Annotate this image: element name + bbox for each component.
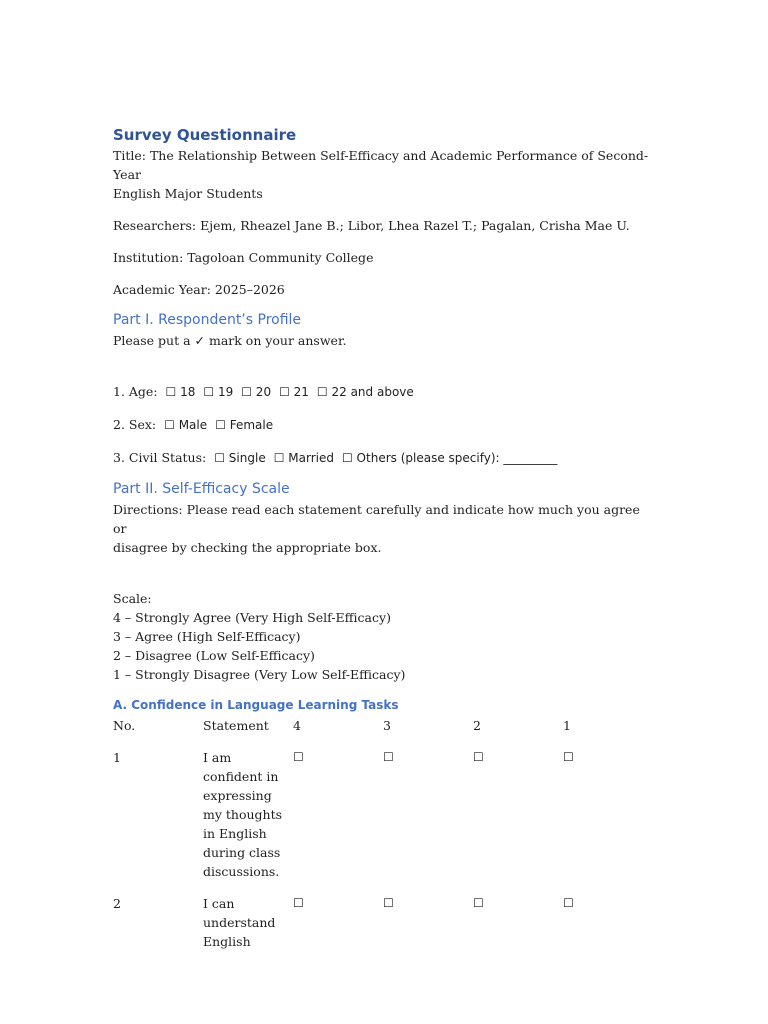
header-1: 1 xyxy=(563,718,571,733)
age-option-19[interactable]: ☐ 19 xyxy=(203,385,234,399)
statement-line: I can xyxy=(203,896,235,911)
row-2-checkbox-2[interactable]: ☐ xyxy=(473,896,484,910)
section-a-heading: A. Confidence in Language Learning Tasks xyxy=(113,698,399,712)
row-2-number: 2 xyxy=(113,896,121,911)
age-option-20[interactable]: ☐ 20 xyxy=(241,385,272,399)
row-1-statement xyxy=(203,735,293,881)
scale-title: Scale: xyxy=(113,591,152,606)
institution-line: Institution: Tagoloan Community College xyxy=(113,250,374,265)
row-2-checkbox-1[interactable]: ☐ xyxy=(563,896,574,910)
sex-option-female[interactable]: ☐ Female xyxy=(215,418,274,432)
civil-status-label: 3. Civil Status: xyxy=(113,450,207,465)
header-2: 2 xyxy=(473,718,481,733)
row-2-checkbox-3[interactable]: ☐ xyxy=(383,896,394,910)
age-option-18[interactable]: ☐ 18 xyxy=(165,385,196,399)
age-option-21[interactable]: ☐ 21 xyxy=(279,385,309,399)
civil-status-option-others[interactable]: ☐ Others (please specify): _________ xyxy=(341,451,558,465)
row-2-statement xyxy=(203,881,293,951)
researchers-line: Researchers: Ejem, Rheazel Jane B.; Libor, Lhea Razel T.; Pagalan, Crisha Mae U. xyxy=(113,218,630,233)
header-statement: Statement xyxy=(203,718,269,733)
part2-heading: Part II. Self-Efficacy Scale xyxy=(113,481,290,497)
row-1-checkbox-1[interactable]: ☐ xyxy=(563,750,574,764)
age-question xyxy=(113,382,653,402)
scale-item-1: 1 – Strongly Disagree (Very Low Self-Efficacy) xyxy=(113,667,406,682)
part2-directions-line-1: Directions: Please read each statement carefully and indicate how much you agree or xyxy=(113,502,640,536)
statement-line: in English xyxy=(203,826,267,841)
scale-item-2: 2 – Disagree (Low Self-Efficacy) xyxy=(113,648,315,663)
statement-line: during class xyxy=(203,845,281,860)
table-header-row xyxy=(113,716,653,735)
statement-line: English xyxy=(203,934,251,949)
academic-year-line: Academic Year: 2025–2026 xyxy=(113,282,285,297)
age-option-22-above[interactable]: ☐ 22 and above xyxy=(316,385,414,399)
statement-line: I am xyxy=(203,750,232,765)
scale-item-4: 4 – Strongly Agree (Very High Self-Efficacy) xyxy=(113,610,391,625)
civil-status-option-married[interactable]: ☐ Married xyxy=(273,451,334,465)
civil-status-option-single[interactable]: ☐ Single xyxy=(214,451,266,465)
survey-heading: Survey Questionnaire xyxy=(113,126,297,144)
row-2-checkbox-4[interactable]: ☐ xyxy=(293,896,304,910)
statement-line: understand xyxy=(203,915,276,930)
survey-title-line-2: English Major Students xyxy=(113,186,263,201)
statement-line: confident in xyxy=(203,769,279,784)
sex-option-male[interactable]: ☐ Male xyxy=(164,418,208,432)
statement-line: discussions. xyxy=(203,864,280,879)
header-3: 3 xyxy=(383,718,391,733)
header-no: No. xyxy=(113,718,136,733)
self-efficacy-table xyxy=(113,716,653,951)
row-1-number: 1 xyxy=(113,750,121,765)
part1-instruction: Please put a ✓ mark on your answer. xyxy=(113,333,347,348)
statement-line: my thoughts xyxy=(203,807,283,822)
row-1-checkbox-4[interactable]: ☐ xyxy=(293,750,304,764)
row-1-checkbox-2[interactable]: ☐ xyxy=(473,750,484,764)
header-4: 4 xyxy=(293,718,301,733)
part1-heading: Part I. Respondent’s Profile xyxy=(113,312,302,328)
row-1-checkbox-3[interactable]: ☐ xyxy=(383,750,394,764)
sex-question xyxy=(113,415,653,435)
table-row xyxy=(113,735,653,881)
survey-title-line-1: Title: The Relationship Between Self-Efficacy and Academic Performance of Second-Year xyxy=(113,148,649,182)
document-body xyxy=(113,124,653,951)
part2-directions-line-2: disagree by checking the appropriate box. xyxy=(113,540,382,555)
statement-line: expressing xyxy=(203,788,272,803)
table-row xyxy=(113,881,653,951)
civil-status-question xyxy=(113,448,653,468)
sex-label: 2. Sex: xyxy=(113,417,157,432)
scale-item-3: 3 – Agree (High Self-Efficacy) xyxy=(113,629,301,644)
age-label: 1. Age: xyxy=(113,384,158,399)
